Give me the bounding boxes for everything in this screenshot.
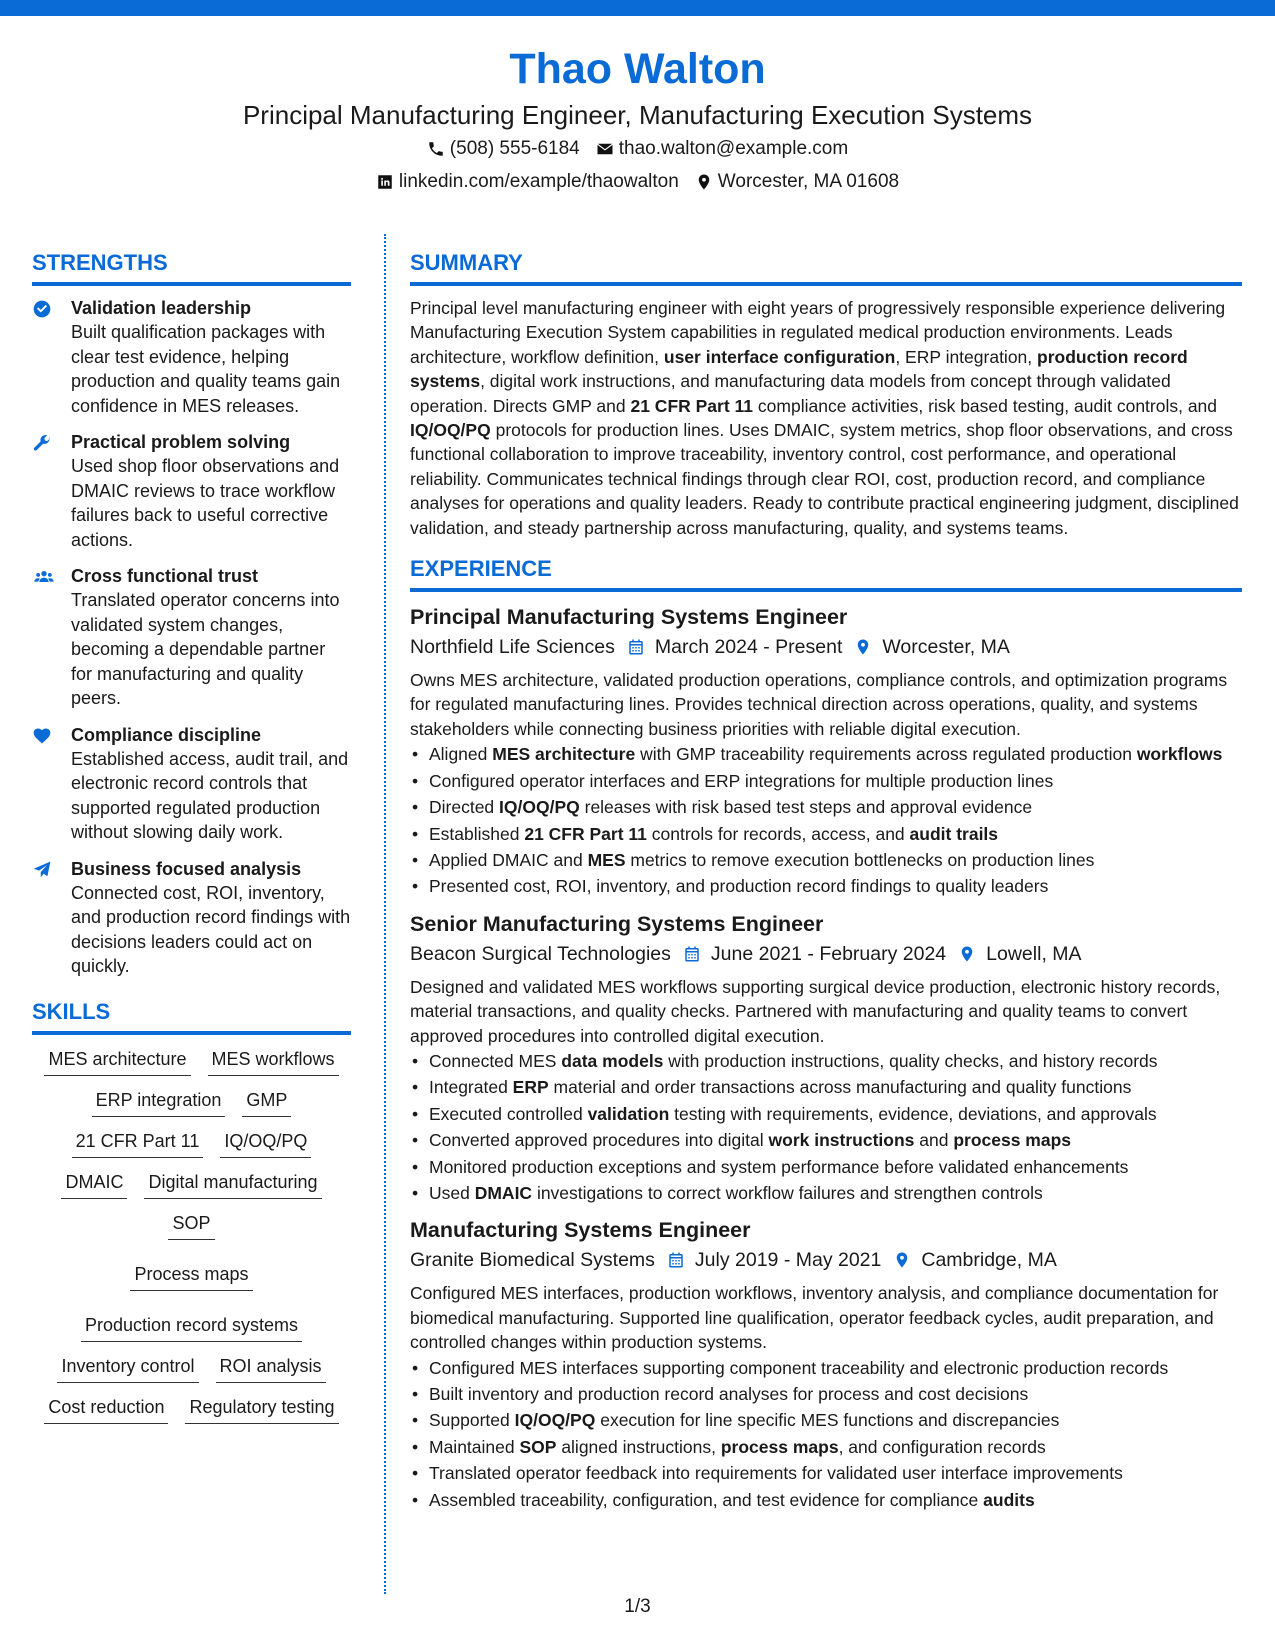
skill-tag: DMAIC <box>61 1168 127 1199</box>
bullet-item: • Built inventory and production record analyses for process and cost decisions <box>410 1382 1242 1406</box>
job-entry <box>410 602 1242 899</box>
job-description: Owns MES architecture, validated production operations, compliance controls, and optimization programs for regulated manufacturing lines. Provides technical direction across operations, quality, and systems stakeholders while connecting business priorities with reliable digital execution. <box>410 670 1228 739</box>
strengths-heading: STRENGTHS <box>32 248 351 286</box>
bullet-item: • Assembled traceability, configuration, and test evidence for compliance audits <box>410 1488 1242 1512</box>
strength-title: Compliance discipline <box>71 724 262 745</box>
skill-tag: Digital manufacturing <box>144 1168 321 1199</box>
wrench-icon <box>32 433 52 453</box>
skill-tag: Cost reduction <box>44 1393 168 1424</box>
job-entry <box>410 909 1242 1206</box>
heart-icon <box>32 726 52 746</box>
experience-heading: EXPERIENCE <box>410 554 1242 592</box>
map-pin-icon <box>854 637 872 657</box>
job-title: Senior Manufacturing Systems Engineer <box>410 911 824 936</box>
phone-icon <box>427 140 445 158</box>
skills-heading: SKILLS <box>32 997 351 1035</box>
email-text: thao.walton@example.com <box>618 138 849 159</box>
envelope-icon <box>596 140 614 158</box>
users-icon <box>32 567 56 587</box>
bullet-item: • Maintained SOP aligned instructions, process maps, and configuration records <box>410 1435 1242 1459</box>
skill-tag: Regulatory testing <box>185 1393 338 1424</box>
candidate-name: Thao Walton <box>509 45 766 93</box>
calendar-icon <box>667 1250 685 1270</box>
strength-text: Established access, audit trail, and electronic record controls that supported regulated production without slowing daily work. <box>71 748 349 842</box>
phone-contact[interactable] <box>427 133 580 165</box>
bullet-item: • Monitored production exceptions and system performance before validated enhancements <box>410 1155 1242 1179</box>
job-title: Principal Manufacturing Systems Engineer <box>410 605 848 630</box>
strength-text: Built qualification packages with clear test evidence, helping production and quality teams gain confidence in MES releases. <box>71 322 341 416</box>
strength-item <box>32 430 351 552</box>
calendar-icon <box>627 637 645 657</box>
job-description: Designed and validated MES workflows supporting surgical device production, electronic history records, material transactions, and quality checks. Partnered with manufacturing and quality teams to convert approved procedures into controlled digital execution. <box>410 976 1221 1046</box>
skill-tag: IQ/OQ/PQ <box>220 1127 311 1158</box>
experience-list <box>410 602 1242 1512</box>
bullet-item: • Configured operator interfaces and ERP integrations for multiple production lines <box>410 769 1242 793</box>
job-dates: June 2021 - February 2024 <box>710 942 947 965</box>
strength-item <box>32 723 351 845</box>
bullet-item: • Integrated ERP material and order transactions across manufacturing and quality functions <box>410 1075 1242 1099</box>
linkedin-icon <box>376 173 394 191</box>
calendar-icon <box>683 944 701 964</box>
strength-text: Translated operator concerns into validated system changes, becoming a dependable partner for manufacturing and quality peers. <box>71 590 340 708</box>
skill-tag: 21 CFR Part 11 <box>72 1127 204 1158</box>
resume-header <box>0 40 1275 198</box>
bullet-item: • Presented cost, ROI, inventory, and production record findings to quality leaders <box>410 874 1242 898</box>
job-meta <box>410 1245 1242 1275</box>
phone-text: (508) 555-6184 <box>449 138 580 159</box>
map-pin-icon <box>958 944 976 964</box>
strength-item <box>32 857 351 979</box>
job-location: Lowell, MA <box>986 942 1082 965</box>
strength-text: Connected cost, ROI, inventory, and production record findings with decisions leaders could act on quickly. <box>71 882 351 976</box>
company-name: Beacon Surgical Technologies <box>410 942 671 965</box>
skills-list <box>32 1045 351 1424</box>
job-bullets <box>410 742 1242 898</box>
strength-item <box>32 296 351 418</box>
job-meta <box>410 632 1242 662</box>
page-number: 1/3 <box>624 1596 651 1617</box>
bullet-item: • Connected MES data models with production instructions, quality checks, and history records <box>410 1049 1242 1073</box>
skill-tag: MES workflows <box>208 1045 339 1076</box>
skill-tag: MES architecture <box>44 1045 190 1076</box>
skill-tag: Production record systems <box>81 1311 302 1342</box>
column-divider <box>384 234 386 1594</box>
email-contact[interactable] <box>596 133 848 165</box>
bullet-item: • Directed IQ/OQ/PQ releases with risk based test steps and approval evidence <box>410 795 1242 819</box>
right-column <box>410 248 1242 1522</box>
strength-title: Practical problem solving <box>71 432 291 452</box>
job-description: Configured MES interfaces, production workflows, inventory analysis, and compliance documentation for biomedical manufacturing. Supported line qualification, operator feedback cycles, audit preparation, and controlled changes within production systems. <box>410 1283 1219 1353</box>
bullet-item: • Converted approved procedures into digital work instructions and process maps <box>410 1128 1242 1152</box>
bullet-item: • Executed controlled validation testing with requirements, evidence, deviations, and approvals <box>410 1102 1242 1126</box>
job-bullets <box>410 1049 1242 1205</box>
bullet-item: • Applied DMAIC and MES metrics to remove execution bottlenecks on production lines <box>410 848 1242 872</box>
bullet-item: • Used DMAIC investigations to correct workflow failures and strengthen controls <box>410 1181 1242 1205</box>
strength-title: Cross functional trust <box>71 566 259 586</box>
check-circle-icon <box>32 299 52 319</box>
job-dates: March 2024 - Present <box>654 636 843 659</box>
job-location: Cambridge, MA <box>921 1249 1057 1272</box>
strength-text: Used shop floor observations and DMAIC reviews to trace workflow failures back to useful corrective actions. <box>71 456 340 550</box>
map-pin-icon <box>695 173 713 191</box>
skill-tag: Process maps <box>130 1260 252 1291</box>
skill-tag: SOP <box>168 1209 214 1240</box>
skill-tag: GMP <box>242 1086 291 1117</box>
job-entry <box>410 1215 1242 1512</box>
location-text: Worcester, MA 01608 <box>717 171 900 192</box>
job-title: Manufacturing Systems Engineer <box>410 1218 751 1243</box>
bullet-item: • Established 21 CFR Part 11 controls for records, access, and audit trails <box>410 822 1242 846</box>
skill-tag: Inventory control <box>57 1352 198 1383</box>
skill-tag: ROI analysis <box>216 1352 326 1383</box>
company-name: Northfield Life Sciences <box>410 636 615 659</box>
candidate-title: Principal Manufacturing Engineer, Manufacturing Execution Systems <box>242 100 1033 130</box>
map-pin-icon <box>893 1250 911 1270</box>
location-contact <box>695 166 899 198</box>
top-accent-bar <box>0 0 1275 16</box>
strength-title: Validation leadership <box>71 298 252 318</box>
strength-title: Business focused analysis <box>71 858 302 879</box>
bullet-item: • Configured MES interfaces supporting component traceability and electronic production records <box>410 1356 1242 1380</box>
skill-tag: ERP integration <box>92 1086 226 1117</box>
paper-plane-icon <box>32 860 52 880</box>
contact-row-2 <box>0 166 1275 198</box>
linkedin-text: linkedin.com/example/thaowalton <box>398 171 679 192</box>
job-meta <box>410 939 1242 969</box>
summary-heading: SUMMARY <box>410 248 1242 286</box>
bullet-item: • Translated operator feedback into requirements for validated user interface improvements <box>410 1461 1242 1485</box>
strength-item <box>32 564 351 711</box>
summary-text: Principal level manufacturing engineer with eight years of progressively responsible experience delivering Manufacturing Execution System capabilities in regulated medical production environments. Leads architecture, workflow definition, user interface configuration, ERP integration, production record systems, digital work instructions, and manufacturing data models from concept through validated operation. Directs GMP and 21 CFR Part 11 compliance activities, risk based testing, audit controls, and IQ/OQ/PQ protocols for production lines. Uses DMAIC, system metrics, shop floor observations, and cross functional collaboration to improve traceability, inventory control, cost performance, and operational reliability. Communicates technical findings through clear ROI, cost, production record, and compliance analyses for operations and quality leaders. Ready to contribute practical engineering judgment, disciplined validation, and steady partnership across manufacturing, quality, and systems teams. <box>410 298 1239 538</box>
job-location: Worcester, MA <box>882 636 1010 659</box>
bullet-item: • Supported IQ/OQ/PQ execution for line specific MES functions and discrepancies <box>410 1408 1242 1432</box>
job-dates: July 2019 - May 2021 <box>694 1249 882 1272</box>
left-column <box>32 248 351 1424</box>
job-bullets <box>410 1356 1242 1512</box>
contact-row-1 <box>0 133 1275 165</box>
company-name: Granite Biomedical Systems <box>410 1249 655 1272</box>
bullet-item: • Aligned MES architecture with GMP traceability requirements across regulated production workflows <box>410 742 1242 766</box>
linkedin-contact[interactable] <box>376 166 679 198</box>
